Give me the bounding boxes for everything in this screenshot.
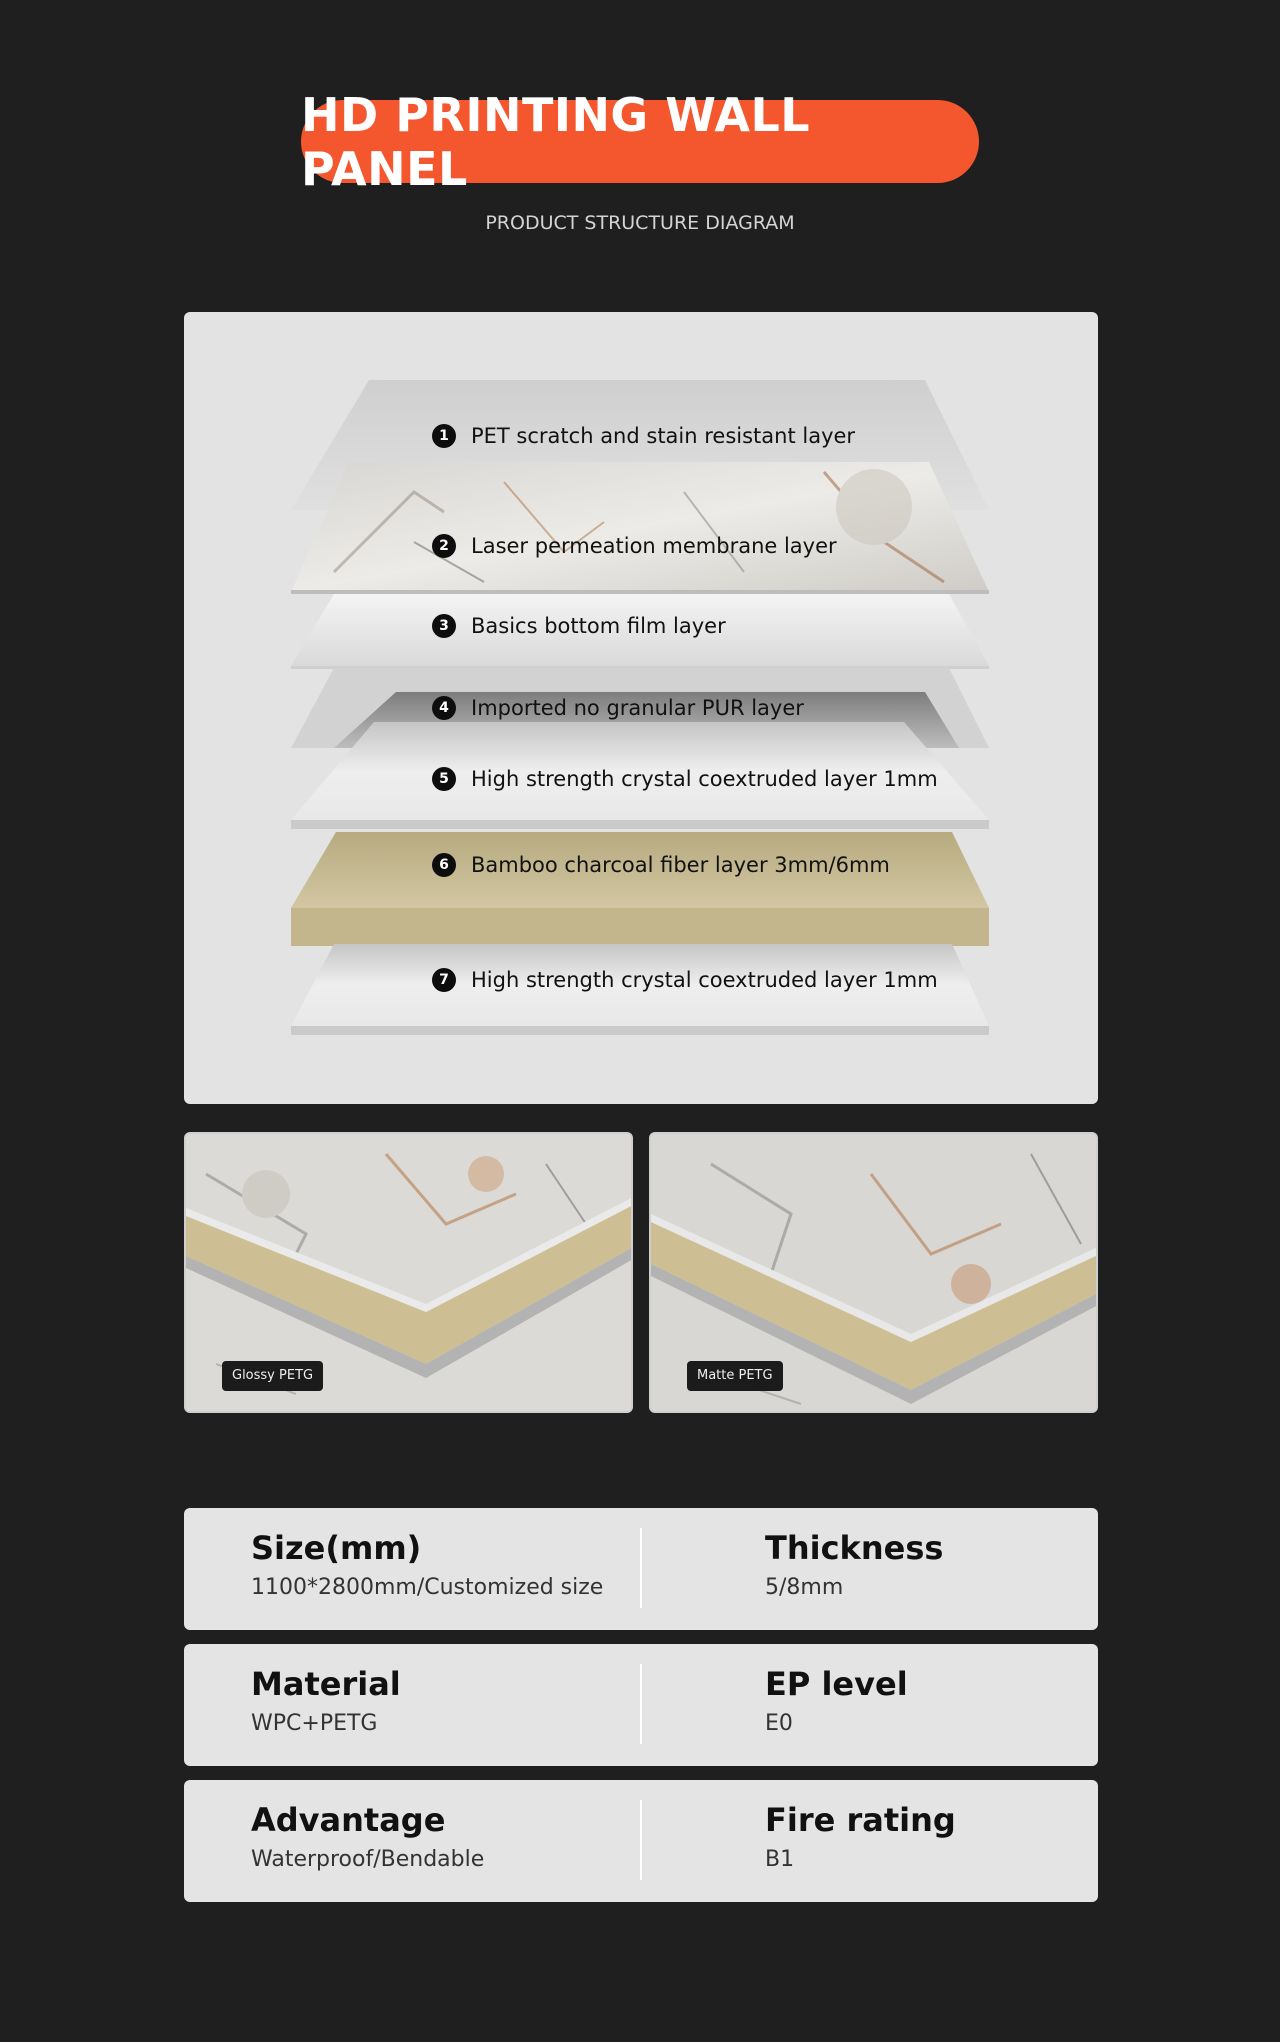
spec-value: B1 [765,1847,795,1872]
spec-advantage [251,1800,484,1874]
layer-text-6: Bamboo charcoal fiber layer 3mm/6mm [471,853,890,877]
spec-fire-rating [765,1800,956,1874]
layer-text-7: High strength crystal coextruded layer 1mm [471,968,938,992]
layer-text-2: Laser permeation membrane layer [471,534,837,558]
structure-diagram [184,312,1098,1104]
spec-value: E0 [765,1711,793,1736]
layer-6-edge [291,908,989,946]
spec-value: 1100*2800mm/Customized size [251,1575,604,1600]
spec-value: Waterproof/Bendable [251,1847,485,1872]
spec-row-advantage-fire [184,1780,1098,1902]
layer-label-3 [432,614,726,638]
layer-text-1: PET scratch and stain resistant layer [471,424,856,448]
layer-number-5: 5 [432,767,456,791]
layer-number-4: 4 [432,696,456,720]
spec-label: Advantage [251,1801,446,1839]
spec-divider [640,1664,642,1744]
layer-text-5: High strength crystal coextruded layer 1mm [471,767,938,791]
layer-label-2 [432,534,837,558]
spec-size [251,1528,603,1602]
spec-label: Material [251,1665,401,1703]
layer-label-6 [432,853,890,877]
sample-glossy-petg [184,1132,633,1413]
spec-value: WPC+PETG [251,1711,378,1736]
page-subtitle: PRODUCT STRUCTURE DIAGRAM [485,212,795,234]
layer-number-7: 7 [432,968,456,992]
layer-label-7 [432,968,938,992]
spec-label: Size(mm) [251,1529,422,1567]
layer-7-edge [291,1026,989,1035]
spec-value: 5/8mm [765,1575,844,1600]
layer-5-edge [291,820,989,829]
sample-tag-matte: Matte PETG [687,1361,783,1391]
layer-label-4 [432,696,804,720]
spec-thickness [765,1528,943,1602]
spec-row-material-ep [184,1644,1098,1766]
spec-row-size-thickness [184,1508,1098,1630]
layer-2-edge [291,590,989,594]
page-title: HD PRINTING WALL PANEL [301,100,979,183]
spec-ep-level [765,1664,908,1738]
sample-matte-petg [649,1132,1098,1413]
spec-label: Thickness [765,1529,944,1567]
spec-material [251,1664,401,1738]
layer-number-2: 2 [432,534,456,558]
layer-label-1 [432,424,855,448]
spec-divider [640,1800,642,1880]
layer-number-6: 6 [432,853,456,877]
layer-number-3: 3 [432,614,456,638]
layer-text-4: Imported no granular PUR layer [471,696,804,720]
spec-label: Fire rating [765,1801,956,1839]
layer-number-1: 1 [432,424,456,448]
sample-tag-glossy: Glossy PETG [222,1361,323,1391]
spec-label: EP level [765,1665,908,1703]
spec-divider [640,1528,642,1608]
layer-label-5 [432,767,938,791]
layer-text-3: Basics bottom film layer [471,614,726,638]
